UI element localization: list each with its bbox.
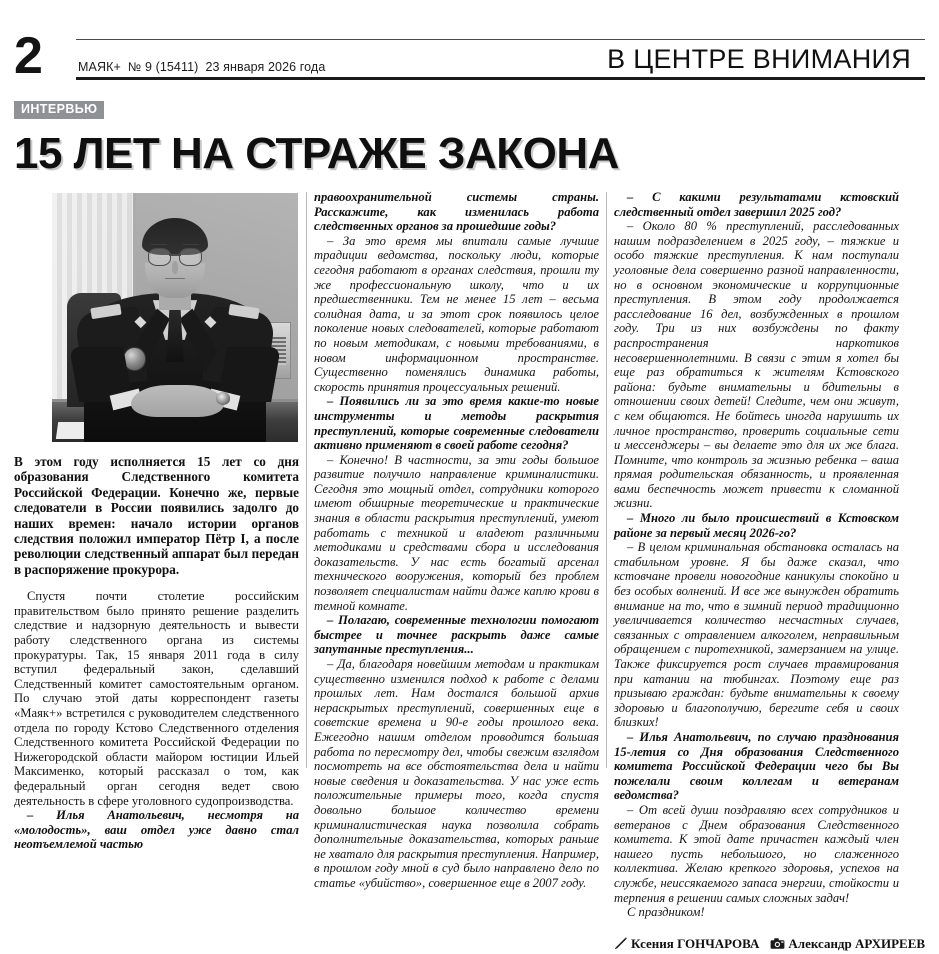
issue-number: № 9 (15411): [127, 60, 199, 74]
answer-3: – Да, благодаря новейшим методам и практикам существенно изменился подход к работе с делами прошлых лет. Нам достался большой архив нераскрытых преступлений, совершенных еще в советские времена и 90-е годы прошлого века. Ежегодно нашим отделом проводится большая работа по пересмотру дел, чтобы свежим взглядом посмотреть на все обстоятельства дела и найти новые сведения и доказательства. У нас уже есть положительные примеры того, когда спустя довольно большое количество времени криминалистическая наука позволила собрать дополнительные доказательства, которых раньше не хватало для раскрытия преступления. Например, в прошлом году мной в суд было направлено дело по статье «убийство», совершенное еще в 2007 году.: [314, 657, 599, 890]
article-closing: С праздником!: [627, 905, 705, 920]
photo-mouth: [165, 278, 185, 280]
photo-nose: [172, 261, 179, 273]
section-title: В ЦЕНТРЕ ВНИМАНИЯ: [607, 44, 911, 74]
question-5: – Много ли было происшествий в Кстовском районе за первый месяц 2026-го?: [614, 511, 899, 540]
answer-6: – От всей души поздравляю всех сотрудников и ветеранов с Днем образования Следственного комитета. К этой дате причастен каждый член нашего пусть небольшого, но слаженного коллектива. Желаю крепкого здоровья, успехов на службе, неиссякаемого запаса энергии, стойкости и терпения в решении самых сложных задач!: [614, 802, 899, 905]
photo-hands: [131, 385, 224, 417]
camera-icon: [770, 937, 785, 954]
column-1: [14, 190, 299, 852]
article-headline: 15 ЛЕТ НА СТРАЖЕ ЗАКОНА: [14, 129, 619, 178]
answer-2: – Конечно! В частности, за эти годы большое развитие получило направление криминалистики. Сегодня это мощный отдел, сотрудники которого имеют обширные теоретические и практические знания в области раскрытия преступлений, умеют работать с техникой и владеют различными методиками и средствами сбора и исследования доказательств. У нас есть богатый арсенал технического вооружения, который без проблем позволяет специалистам найти даже каплю крови в темной комнате.: [314, 452, 599, 613]
byline-photographer: Александр АРХИРЕЕВ: [788, 935, 926, 951]
byline: [614, 935, 926, 954]
photo-eyeglass-right: [179, 248, 201, 265]
answer-5: – В целом криминальная обстановка осталась на стабильном уровне. Я бы даже сказал, что кстовчане провели новогодние каникулы спокойно и без особых волнений. И все же вынужден обратить внимание на то, что в зимний период традиционно увеличивается количество несчастных случаев, связанных с отравлением алкоголем, неправильным обращением с пиротехникой, замерзанием на улице. Также фиксируется рост случаев травмирования при катании на тюбингах. Поэтому еще раз призываю граждан: будьте внимательны к своему здоровью и благополучию, берегите себя и своих близких!: [614, 540, 899, 730]
question-2: – Появились ли за это время какие-то новые инструменты и методы раскрытия преступлений, которые современные следователи активно применяют в своей работе сегодня?: [314, 394, 599, 453]
question-1: – Илья Анатольевич, несмотря на «молодость», ваш отдел уже давно стал неотъемлемой частью: [14, 808, 299, 852]
paper-name: МАЯК+: [78, 60, 121, 74]
answer-1: – За это время мы впитали самые лучшие традиции ведомства, поскольку люди, которые сегодня работают в органах следствия, прошли ту же профессиональную школу, что и их предшественники. Тем не менее 15 лет – весьма солидная дата, и за этот срок появилось целое поколение новых следователей, которые работают по новым методикам, с новыми требованиями, в новом информационном пространстве. Существенно поменялись динамика работы, скорость принятия процессуальных решений.: [314, 233, 599, 394]
article-columns: [14, 190, 926, 951]
question-1-cont: правоохранительной системы страны. Расскажите, как изменилась работа следственных органов за прошедшие годы?: [314, 190, 599, 234]
photo-wristwatch: [216, 392, 231, 404]
kicker-badge: ИНТЕРВЬЮ: [14, 101, 104, 119]
masthead: [14, 0, 925, 85]
column-3: [614, 190, 926, 951]
masthead-middle-row: [76, 40, 925, 77]
question-6: – Илья Анатольевич, по случаю празднования 15-летия со Дня образования Следственного комитета Российской Федерации чего бы Вы пожелали своим коллегам и ветеранам ведомства?: [614, 729, 899, 803]
photo-eyeglass-bridge: [169, 254, 182, 255]
photo-eyebrow-left: [151, 244, 167, 246]
kicker-wrap: [14, 100, 925, 119]
article-photo: [52, 193, 298, 442]
issue-date: 23 января 2026 года: [205, 60, 326, 74]
page-number: 2: [14, 27, 41, 85]
answer-4: – Около 80 % преступлений, расследованных нашим подразделением в 2025 году, – тяжкие и особо тяжкие преступления. К нам поступали уголовные дела совершенно разной направленности, но в основном экономические и коррупционные преступления. В этом году продолжается расследование 16 дел, возбужденных в прошлом году. Три из них возбуждены по факту распространения наркотиков несовершеннолетними. В связи с этим я хотел бы еще раз обратиться к жителям Кстовского района: будьте внимательны и бдительны в отношении своих детей! Следите, чем они живут, с кем общаются. Не бойтесь иногда нарушить их личное пространство, проверить социальные сети и мессенджеры – вы делаете это для их же блага. Помните, что контроль за жизнью ребенка – ваша прямая родительская обязанность, и проявленная вами беспечность может привести к сломанной жизни.: [614, 219, 899, 511]
photo-eyebrow-right: [183, 244, 199, 246]
masthead-right: [76, 39, 925, 80]
column-2: [314, 190, 599, 890]
byline-author: Ксения ГОНЧАРОВА: [631, 935, 760, 951]
column-divider-2: [606, 192, 607, 768]
column-divider-1: [306, 192, 307, 768]
photo-eyeglass-left: [148, 248, 170, 265]
issue-line: [76, 60, 325, 74]
question-3: – Полагаю, современные технологии помогают быстрее и точнее раскрыть даже самые запутанные преступления...: [314, 613, 599, 657]
masthead-bottom-rule: [76, 77, 925, 80]
pen-icon: [614, 937, 628, 954]
article-intro: Спустя почти столетие российским правительством было принято решение разделить следствие и надзорную деятельность и вывести работу следственного органа из системы прокуратуры. Так, 15 января 2011 года в силу вступил федеральный закон, сделавший Следственный комитет самостоятельным органом. По случаю этой даты корреспондент газеты «Маяк+» встретился с руководителем следственного отдела по городу Кстово Следственного отделения Следственного комитета Российской Федерации по Нижегородской области майором юстиции Ильей Максименко, который рассказал о том, как федеральный орган сегодня ведет свою деятельность в сфере уголовного судопроизводства.: [14, 589, 299, 808]
question-4: – С какими результатами кстовский следственный отдел завершил 2025 год?: [614, 190, 899, 219]
article-lead: В этом году исполняется 15 лет со дня образования Следственного комитета Российской Федерации. Конечно же, первые следователи в России появились задолго до наших времен: начало истории органов следствия положил император Пётр I, а после революции следственный аппарат был передан в распоряжение прокурора.: [14, 454, 299, 577]
